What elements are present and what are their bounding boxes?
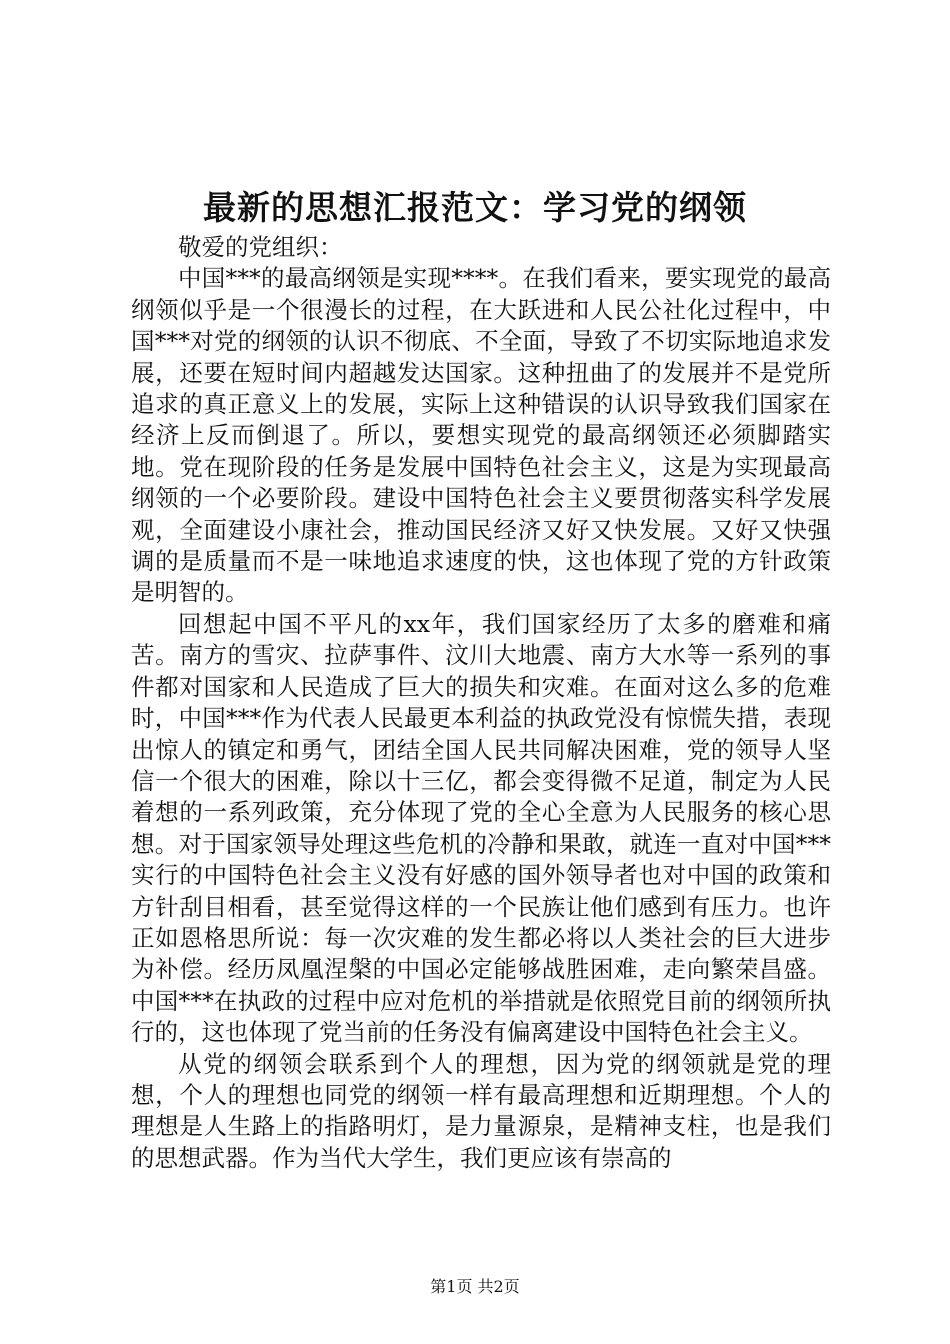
salutation: 敬爱的党组织： <box>178 233 343 261</box>
paragraph-2: 回想起中国不平凡的xx年，我们国家经历了太多的磨难和痛苦。南方的雪灾、拉萨事件、汶川大地震、南方大水等一系列的事件都对国家和人民造成了巨大的损失和灾难。在面对这么多的危难时，中国***作为代表人民最更本利益的执政党没有惊慌失措，表现出惊人的镇定和勇气，团结全国人民共同解决困难，党的领导人坚信一个很大的困难，除以十三亿，都会变得微不足道，制定为人民着想的一系列政策，充分体现了党的全心全意为人民服务的核心思想。对于国家领导处理这些危机的冷静和果敢，就连一直对中国***实行的中国特色社会主义没有好感的国外领导者也对中国的政策和方针刮目相看，甚至觉得这样的一个民族让他们感到有压力。也许正如恩格思所说：每一次灾难的发生都必将以人类社会的巨大进步为补偿。经历凤凰涅槃的中国必定能够战胜困难，走向繁荣昌盛。中国***在执政的过程中应对危机的举措就是依照党目前的纲领所执行的，这也体现了党当前的任务没有偏离建设中国特色社会主义。 <box>131 609 831 1047</box>
paragraph-3: 从党的纲领会联系到个人的理想，因为党的纲领就是党的理想，个人的理想也同党的纲领一样有最高理想和近期理想。个人的理想是人生路上的指路明灯，是力量源泉，是精神支柱，也是我们的思想武器。作为当代大学生，我们更应该有崇高的 <box>131 1049 831 1172</box>
page-number-footer: 第1页 共2页 <box>430 1277 520 1296</box>
document-title: 最新的思想汇报范文：学习党的纲领 <box>203 188 747 227</box>
document-body <box>131 232 831 1174</box>
paragraph-1: 中国***的最高纲领是实现****。在我们看来，要实现党的最高纲领似乎是一个很漫长的过程，在大跃进和人民公社化过程中，中国***对党的纲领的认识不彻底、不全面，导致了不切实际地追求发展，还要在短时间内超越发达国家。这种扭曲了的发展并不是党所追求的真正意义上的发展，实际上这种错误的认识导致我们国家在经济上反而倒退了。所以，要想实现党的最高纲领还必须脚踏实地。党在现阶段的任务是发展中国特色社会主义，这是为实现最高纲领的一个必要阶段。建设中国特色社会主义要贯彻落实科学发展观，全面建设小康社会，推动国民经济又好又快发展。又好又快强调的是质量而不是一味地追求速度的快，这也体现了党的方针政策是明智的。 <box>131 264 831 607</box>
